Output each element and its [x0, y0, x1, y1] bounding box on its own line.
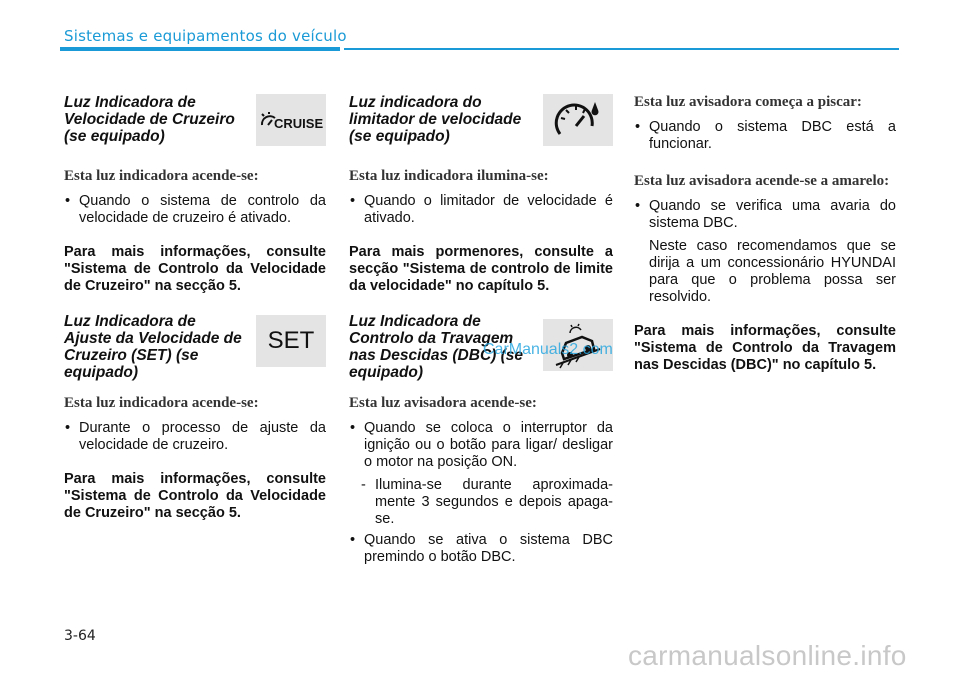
set-bullet: • Durante o processo de ajuste da velocidade de cruzeiro.: [64, 420, 326, 454]
cruise-note: Para mais informações, consulte "Sistema de Controlo da Velocidade de Cruzeiro" na secção 5.: [64, 244, 326, 294]
watermark-mid: CarManuals2.com: [483, 341, 613, 358]
set-section-title: Luz Indicadora de Ajuste da Velocidade de Cruzeiro (SET) (se equipado): [64, 313, 242, 381]
set-subhead: Esta luz indicadora acende-se:: [64, 395, 259, 411]
dbc-subhead: Esta luz avisadora acende-se:: [349, 395, 537, 411]
set-indicator-icon: [256, 315, 326, 367]
column-1: [64, 94, 326, 540]
header-rule-thick: [60, 47, 340, 51]
cruise-subhead: Esta luz indicadora acende-se:: [64, 168, 259, 184]
page-number: 3-64: [64, 628, 96, 644]
page-header-title: Sistemas e equipamentos do veículo: [64, 27, 347, 45]
limiter-section-header: [349, 94, 613, 158]
column-2: [349, 94, 613, 570]
limiter-bullet: • Quando o limitador de velocidade é ativado.: [349, 193, 613, 227]
dbc-section-title: Luz Indicadora de Controlo da Travagem nas Descidas (DBC) (se equipado): [349, 313, 524, 381]
cruise-icon-label: CRUISE: [274, 116, 324, 131]
dbc-amber-subhead: Esta luz avisadora acende-se a amarelo:: [634, 173, 890, 189]
set-note: Para mais informações, consulte "Sistema de Controlo da Velocidade de Cruzeiro" na secção 5.: [64, 471, 326, 521]
dbc-bullet-button: • Quando se ativa o sistema DBC premindo o botão DBC.: [349, 532, 613, 566]
dbc-note: Para mais informações, consulte "Sistema de Controlo da Travagem nas Descidas (DBC)" no capítulo 5.: [634, 323, 896, 373]
dbc-amber-continuation: Neste caso recomendamos que se dirija a um concessionário HYUNDAI para que o problema possa ser resolvido.: [649, 238, 896, 305]
column-3: [634, 94, 896, 392]
limiter-section-title: Luz indicadora do limitador de velocidade (se equipado): [349, 94, 522, 145]
watermark-bottom: carmanualsonline.info: [628, 640, 907, 671]
speed-limiter-icon: [543, 94, 613, 146]
cruise-section-title: Luz Indicadora de Velocidade de Cruzeiro (se equipado): [64, 94, 235, 145]
dbc-blink-bullet: • Quando o sistema DBC está a funcionar.: [634, 119, 896, 153]
cruise-bullet: • Quando o sistema de controlo da velocidade de cruzeiro é ativado.: [64, 193, 326, 227]
dbc-blink-subhead: Esta luz avisadora começa a piscar:: [634, 94, 862, 110]
limiter-note: Para mais pormenores, consulte a secção "Sistema de controlo de limite da velocidade" no capítulo 5.: [349, 244, 613, 294]
dbc-bullet-ignition: • Quando se coloca o interruptor da ignição ou o botão para ligar/ desligar o motor na posição ON.: [349, 420, 613, 471]
limiter-subhead: Esta luz indicadora ilumina-se:: [349, 168, 549, 184]
dbc-subbullet: - Ilumina-se durante aproximada-mente 3 segundos e depois apaga-se.: [360, 477, 613, 528]
set-icon-label: SET: [267, 327, 315, 354]
cruise-indicator-icon: [256, 94, 326, 146]
set-section-header: [64, 313, 326, 385]
cruise-section-header: [64, 94, 326, 158]
dbc-amber-bullet: • Quando se verifica uma avaria do sistema DBC.: [634, 198, 896, 232]
header-rule-thin: [344, 48, 899, 50]
